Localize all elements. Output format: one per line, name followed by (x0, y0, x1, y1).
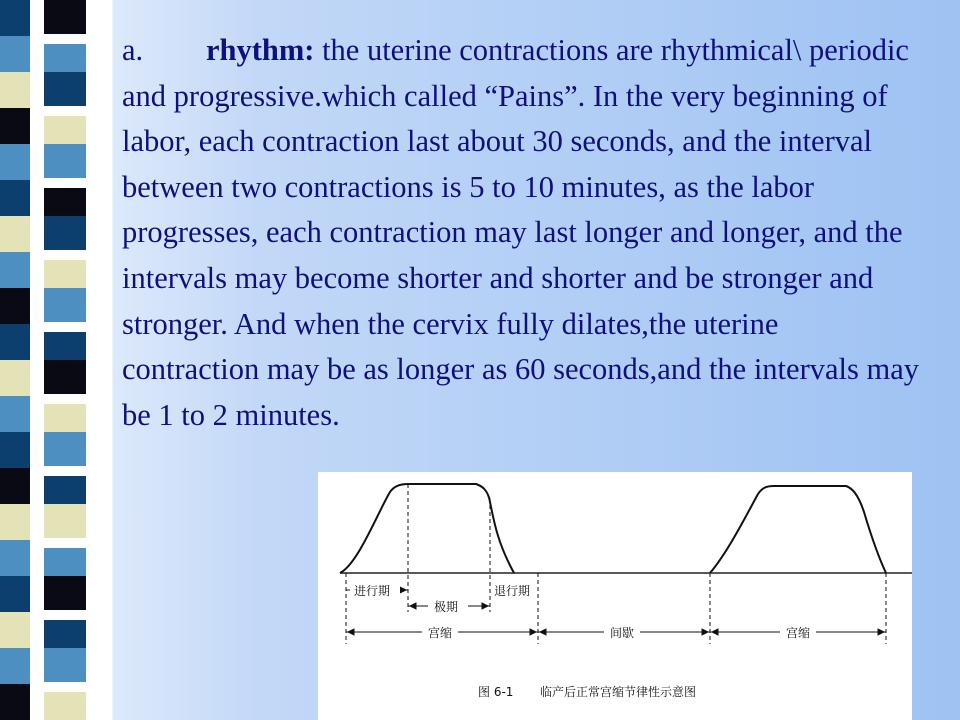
stripe-block (44, 72, 86, 106)
label-contraction-2: 宫缩 (786, 626, 811, 640)
stripe-block (0, 324, 30, 360)
decorative-stripe (0, 0, 112, 720)
stripe-block (0, 288, 30, 324)
stripe-block (0, 504, 30, 540)
label-regress-phase: 退行期 (494, 584, 531, 598)
stripe-block (44, 576, 86, 610)
figure-caption: 临产后正常宫缩节律性示意图 (540, 685, 697, 699)
label-peak-phase: 极期 (434, 600, 459, 614)
label-progress-phase: 进行期 (354, 584, 391, 598)
paragraph-body: the uterine contractions are rhythmical\ periodic and progressive.which called “Pains”. In the very beginning of labor, each contraction last about 30 seconds, and the interval between two contractions is 5 to 10 minutes, as the labor progresses, each contraction may last longer and longer, and the intervals may become shorter and shorter and be stronger and stronger. And when the cervix fully dilates,the uterine contraction may be as longer as 60 seconds,and the intervals may be 1 to 2 minutes. (122, 33, 919, 432)
stripe-block (44, 0, 86, 34)
stripe-block (44, 504, 86, 538)
rhythm-diagram (318, 472, 912, 720)
stripe-block (0, 468, 30, 504)
list-marker: a. (122, 33, 144, 67)
stripe-block (44, 692, 86, 720)
stripe-block (0, 648, 30, 684)
stripe-block (44, 144, 86, 178)
stripe-block (44, 648, 86, 682)
stripe-block (0, 216, 30, 252)
stripe-block (0, 396, 30, 432)
stripe-block (0, 540, 30, 576)
label-interval: 间歇 (610, 626, 635, 640)
stripe-block (44, 432, 86, 466)
stripe-block (44, 360, 86, 394)
contraction-curve-1 (340, 484, 514, 573)
stripe-block (0, 180, 30, 216)
body-paragraph (122, 28, 922, 438)
stripe-block (0, 36, 30, 72)
contraction-rhythm-figure (318, 472, 912, 720)
stripe-block (0, 108, 30, 144)
stripe-block (0, 144, 30, 180)
figure-number: 图 6-1 (478, 685, 514, 699)
stripe-block (0, 72, 30, 108)
stripe-block (0, 360, 30, 396)
stripe-block (44, 216, 86, 250)
stripe-block (0, 252, 30, 288)
stripe-block (0, 612, 30, 648)
term-heading: rhythm: (206, 33, 315, 67)
stripe-block (0, 432, 30, 468)
guide-lines (346, 484, 886, 644)
stripe-block (0, 576, 30, 612)
stripe-block (44, 288, 86, 322)
label-contraction-1: 宫缩 (428, 626, 453, 640)
contraction-curve-2 (710, 486, 886, 573)
stripe-block (0, 684, 30, 720)
stripe-block (0, 0, 30, 36)
